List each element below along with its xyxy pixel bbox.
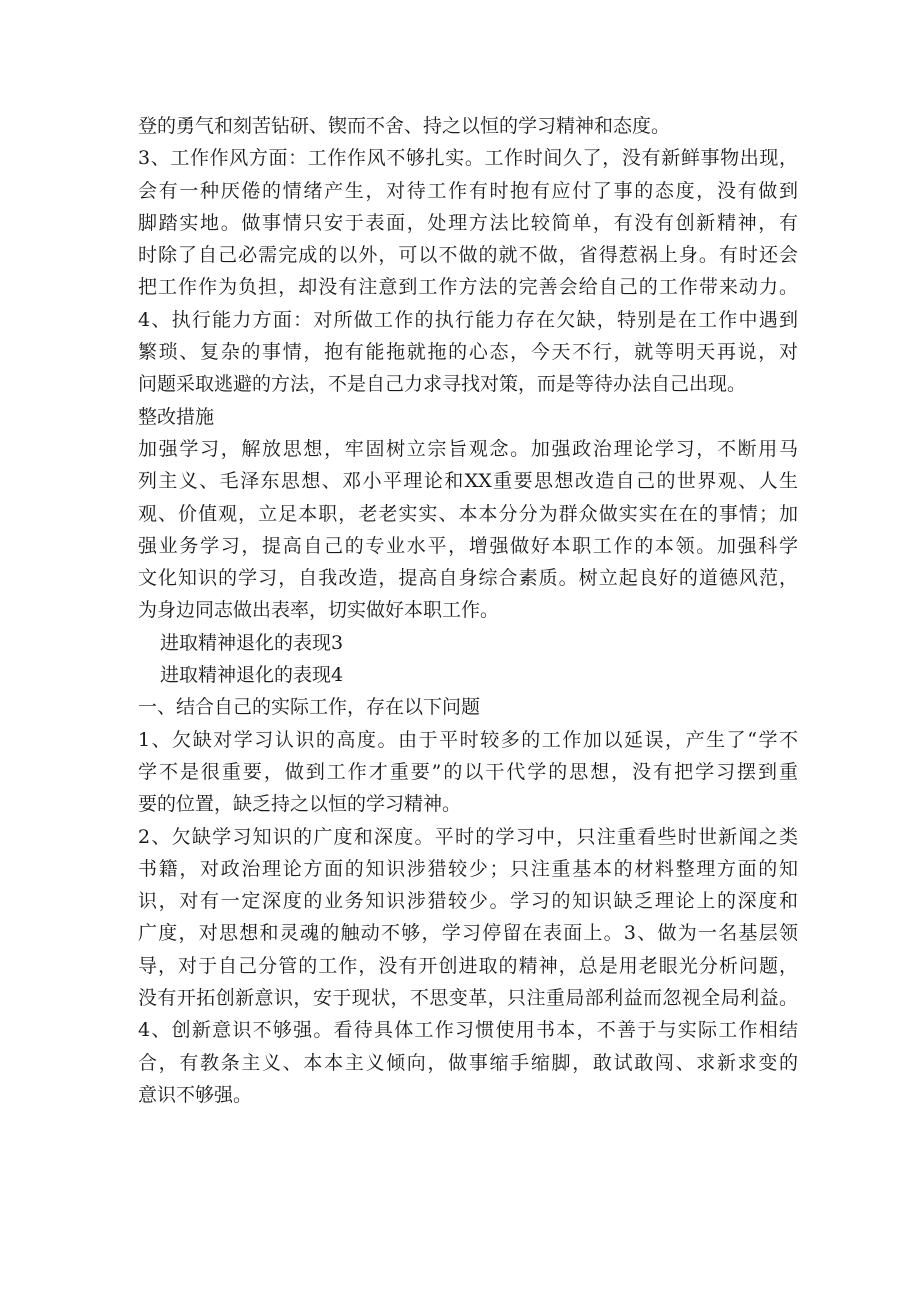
text-line: 脚踏实地。做事情只安于表面，处理方法比较简单，有没有创新精神，有 <box>138 211 798 234</box>
text-line: 识，对有一定深度的业务知识涉猎较少。学习的知识缺乏理论上的深度和 <box>138 890 798 913</box>
section-heading-line: 进取精神退化的表现3 <box>160 631 344 654</box>
text-line: 一、结合自己的实际工作，存在以下问题 <box>138 696 481 719</box>
text-line: 列主义、毛泽东思想、邓小平理论和XX重要思想改造自己的世界观、人生 <box>138 470 798 493</box>
text-line: 问题采取逃避的方法，不是自己力求寻找对策，而是等待办法自己出现。 <box>138 373 747 396</box>
text-line: 意识不够强。 <box>138 1083 253 1106</box>
text-line: 要的位置，缺乏持之以恒的学习精神。 <box>138 793 462 816</box>
text-line: 把工作作为负担，却没有注意到工作方法的完善会给自己的工作带来动力。 <box>138 276 798 299</box>
text-line: 合，有教条主义、本本主义倾向，做事缩手缩脚，敢试敢闯、求新求变的 <box>138 1051 798 1074</box>
text-line: 登的勇气和刻苦钻研、锲而不舍、持之以恒的学习精神和态度。 <box>138 115 671 137</box>
text-line: 没有开拓创新意识，安于现状，不思变革，只注重局部利益而忽视全局利益。 <box>138 987 798 1010</box>
text-line: 学不是很重要，做到工作才重要”的以干代学的思想，没有把学习摆到重 <box>138 760 798 783</box>
text-line: 4、创新意识不够强。看待具体工作习惯使用书本，不善于与实际工作相结 <box>138 1019 798 1042</box>
text-line: 观、价值观，立足本职，老老实实、本本分分为群众做实实在在的事情；加 <box>138 502 798 525</box>
text-line: 加强学习，解放思想，牢固树立宗旨观念。加强政治理论学习，不断用马 <box>138 437 798 460</box>
text-line: 导，对于自己分管的工作，没有开创进取的精神，总是用老眼光分析问题， <box>138 954 798 977</box>
text-line: 强业务学习，提高自己的专业水平，增强做好本职工作的本领。加强科学 <box>138 534 798 557</box>
text-line: 2、欠缺学习知识的广度和深度。平时的学习中，只注重看些时世新闻之类 <box>138 825 798 848</box>
document-body <box>138 110 798 1111</box>
text-line: 4、执行能力方面：对所做工作的执行能力存在欠缺，特别是在工作中遇到 <box>138 308 798 331</box>
text-line: 文化知识的学习，自我改造，提高自身综合素质。树立起良好的道德风范， <box>138 567 798 590</box>
text-line: 整改措施 <box>138 405 215 428</box>
text-line: 会有一种厌倦的情绪产生，对待工作有时抱有应付了事的态度，没有做到 <box>138 179 798 202</box>
text-line: 书籍，对政治理论方面的知识涉猎较少；只注重基本的材料整理方面的知 <box>138 857 798 880</box>
section-heading-line: 进取精神退化的表现4 <box>160 664 344 687</box>
text-line: 繁琐、复杂的事情，抱有能拖就拖的心态，今天不行，就等明天再说，对 <box>138 341 798 364</box>
text-line: 3、工作作风方面：工作作风不够扎实。工作时间久了，没有新鲜事物出现， <box>138 147 798 170</box>
text-line: 为身边同志做出表率，切实做好本职工作。 <box>138 599 500 622</box>
text-line: 1、欠缺对学习认识的高度。由于平时较多的工作加以延误，产生了“学不 <box>138 728 798 751</box>
text-line: 广度，对思想和灵魂的触动不够，学习停留在表面上。3、做为一名基层领 <box>138 922 798 945</box>
text-line: 时除了自己必需完成的以外，可以不做的就不做，省得惹祸上身。有时还会 <box>138 244 798 267</box>
